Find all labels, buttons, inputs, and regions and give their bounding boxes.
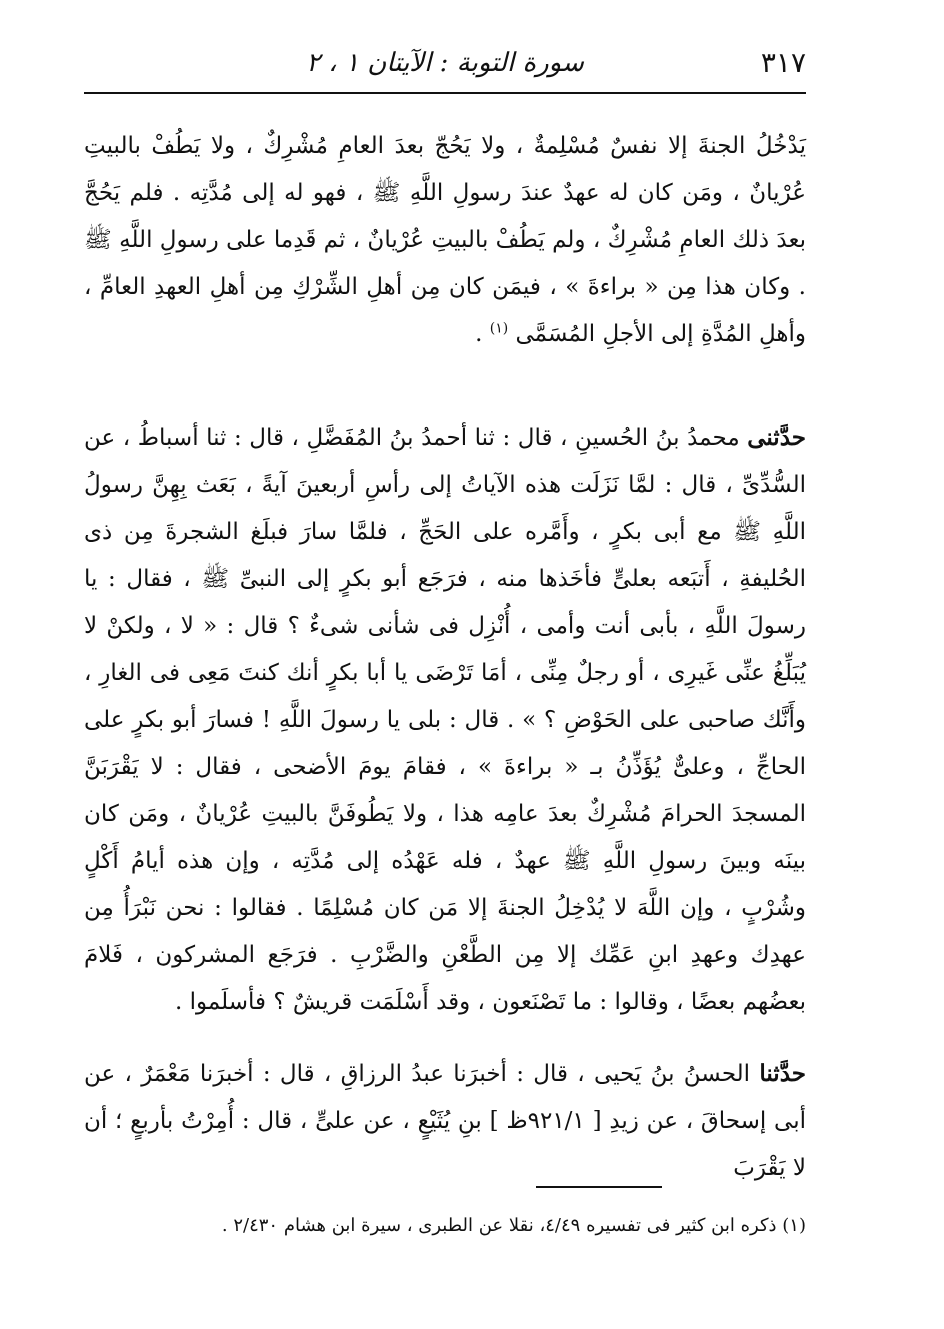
paragraph (84, 1050, 806, 1192)
paragraph-text: يَدْخُلُ الجنةَ إلا نفسٌ مُسْلِمةٌ ، ولا يَحُجّ بعدَ العامِ مُشْرِكٌ ، ولا يَطُفْ بالبيتِ عُرْيانٌ ، ومَن كان له عهدٌ عندَ رسولِ اللَّهِ ﷺ ، فهو له إلى مُدَّتِه . فلم يَحُجَّ بعدَ ذلك العامِ مُشْرِكٌ ، ولم يَطُفْ بالبيتِ عُرْيانٌ ، ثم قَدِما على رسولِ اللَّهِ ﷺ . وكان هذا مِن « براءةَ » ، فيمَن كان مِن أهلِ الشِّرْكِ مِن أهلِ العهدِ العامِّ ، وأهلِ المُدَّةِ إلى الأجلِ المُسَمَّى (84, 133, 806, 347)
paragraph-text: الحسنُ بنُ يَحيى ، قال : أخبرَنا عبدُ الرزاقِ ، قال : أخبرَنا مَعْمَرٌ ، عن أبى إسحاقَ ، عن زيدِ [ ٩٢١/١ظ ] بنِ يُثَيْعٍ ، عن علىٍّ ، قال : أُمِرْتُ بأربعٍ ؛ أن لا يَقْرَبَ (84, 1061, 806, 1181)
running-title: سورة التوبة : الآيتان ١ ، ٢ (306, 48, 584, 78)
paragraph (84, 414, 806, 1026)
paragraph-lead: حدَّثنا (759, 1060, 806, 1087)
paragraph (84, 122, 806, 392)
page-number: ٣١٧ (760, 46, 806, 79)
footnote-reference: (١) (489, 320, 509, 337)
paragraph-lead: حدَّثنى (747, 424, 806, 451)
footnote-rule (536, 1186, 662, 1188)
header-rule (84, 92, 806, 94)
paragraph-end: . (475, 321, 490, 347)
footnote: (١) ذكره ابن كثير فى تفسيره ٤/٤٩، نقلا عن الطبرى ، سيرة ابن هشام ٢/٤٣٠ . (221, 1215, 806, 1236)
page-header (84, 42, 806, 88)
paragraph-text: محمدُ بنُ الحُسينِ ، قال : ثنا أحمدُ بنُ المُفَضَّلِ ، قال : ثنا أسباطُ ، عن السُّدِّىِّ ، قال : لمَّا نَزَلَت هذه الآياتُ إلى رأسِ أربعينَ آيةً ، بَعَث بِهِنَّ رسولُ اللَّهِ ﷺ مع أبى بكرٍ ، وأَمَّره على الحَجِّ ، فلمَّا سارَ فبلَغ الشجرةَ مِن ذى الحُليفةِ ، أَتبَعه بعلىٍّ فأخَذها منه ، فرَجَع أبو بكرٍ إلى النبىِّ ﷺ ، فقال : يا رسولَ اللَّهِ ، بأبى أنت وأمى ، أُنْزِل فى شأنى شىءٌ ؟ قال : « لا ، ولكنْ لا يُبَلِّغُ عنِّى غَيرِى ، أو رجلٌ مِنِّى ، أمَا تَرْضَى يا أبا بكرٍ أنك كنتَ مَعِى فى الغارِ ، وأَنَّك صاحبى على الحَوْضِ ؟ » . قال : بلى يا رسولَ اللَّهِ ! فسارَ أبو بكرٍ على الحاجِّ ، وعلىٌّ يُؤَذِّنُ بـ « براءةَ » ، فقامَ يومَ الأضحى ، فقال : لا يَقْرَبَنَّ المسجدَ الحرامَ مُشْرِكٌ بعدَ عامِه هذا ، ولا يَطُوفَنَّ بالبيتِ عُرْيانٌ ، ومَن كان بينَه وبينَ رسولِ اللَّهِ ﷺ عهدٌ ، فله عَهْدُه إلى مُدَّتِه ، وإن هذه أيامُ أَكْلٍ وشُرْبٍ ، وإن اللَّهَ لا يُدْخِلُ الجنةَ إلا مَن كان مُسْلِمًا . فقالوا : نحن نَبْرَأُ مِن عهدِك وعهدِ ابنِ عَمِّك إلا مِن الطَّعْنِ والضَّرْبِ . فرَجَع المشركون ، فَلامَ بعضُهم بعضًا ، وقالوا : ما تَصْنَعون ، وقد أَسْلَمَت قريشٌ ؟ فأسلَموا . (84, 425, 806, 1015)
main-text (84, 122, 806, 1192)
